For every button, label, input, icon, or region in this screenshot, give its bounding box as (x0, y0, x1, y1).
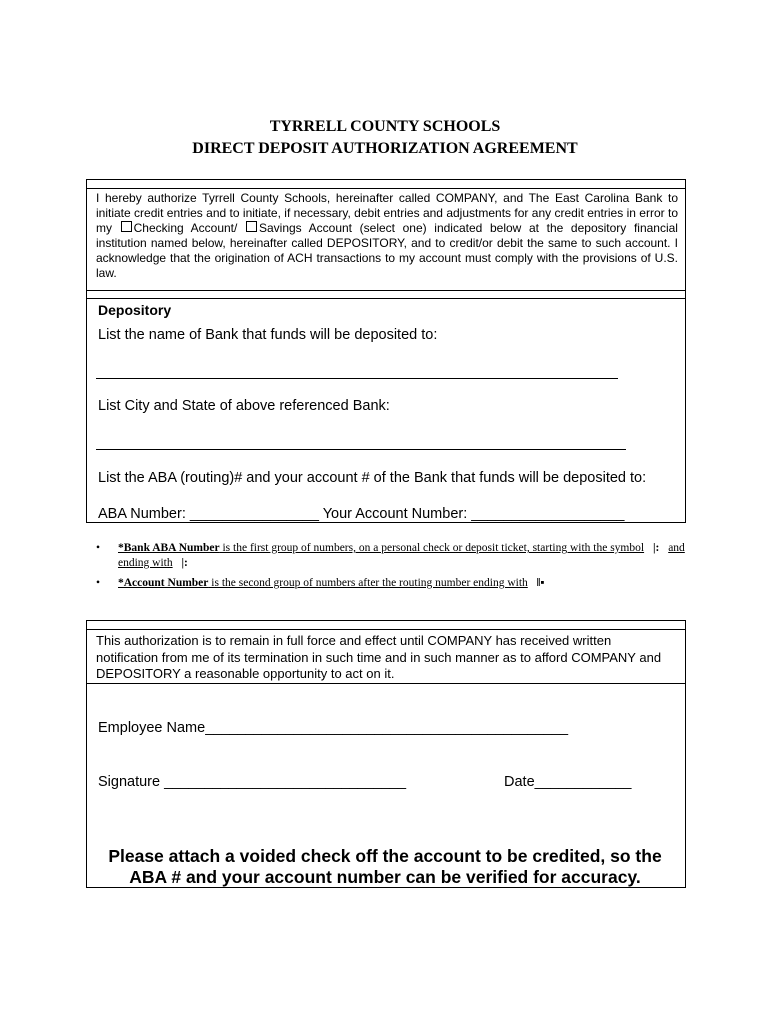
account-number-label: Your Account Number: (322, 506, 468, 522)
signature-row (98, 774, 406, 790)
notes-list (96, 541, 686, 596)
list-item (96, 541, 686, 571)
bullet-icon: • (96, 577, 101, 589)
signature-field[interactable]: ______________________________ (164, 774, 407, 790)
aba-account-prompt: List the ABA (routing)# and your account # of the Bank that funds will be deposited to: (98, 470, 647, 486)
aba-note-and: and ending with (118, 542, 685, 569)
date-label: Date (504, 774, 535, 790)
city-state-prompt: List City and State of above referenced Bank: (98, 398, 390, 414)
terms-text: This authorization is to remain in full force and effect until COMPANY has received written notification from me of its termination in such time and in such manner as to afford COMPANY and DEPOSITORY a reasonable opportunity to act on it. (96, 633, 662, 681)
notice-line-1: Please attach a voided check off the account to be credited, so the (108, 846, 662, 866)
bank-name-line[interactable] (96, 378, 618, 379)
account-end-symbol: ‖▪ (536, 577, 545, 589)
aba-end-symbol: |: (181, 557, 188, 569)
terms-box (86, 629, 686, 684)
list-item (96, 576, 686, 591)
authorization-text (96, 191, 678, 281)
bullet-icon: • (96, 542, 101, 554)
notice-line-2: ABA # and your account number can be verified for accuracy. (129, 867, 641, 887)
voided-check-notice (0, 846, 770, 888)
depository-title: Depository (98, 302, 172, 318)
aba-start-symbol: |: (652, 542, 660, 554)
school-name-heading: TYRRELL COUNTY SCHOOLS (269, 118, 501, 135)
employee-name-field[interactable]: _____________________________________________ (205, 720, 569, 736)
account-note-term: *Account Number (118, 577, 209, 589)
date-field[interactable]: ____________ (534, 774, 632, 790)
authorization-text-part2: Savings Account (select one) indicated below at the depository financial institution named below, hereinafter called DEPOSITORY, and to credit/or debit the same to such account. I acknowledge that the origination of ACH transactions to my account must comply with the provisions of U.S. law. (96, 221, 678, 280)
checking-account-checkbox[interactable] (121, 221, 132, 232)
savings-account-checkbox[interactable] (246, 221, 257, 232)
date-row (504, 774, 631, 790)
authorization-text-part1: I hereby authorize Tyrrell County Schools, hereinafter called COMPANY, and The East Carolina Bank to initiate credit entries and to initiate, if necessary, debit entries and adjustments for any credit entries in error to my (96, 191, 678, 235)
aba-account-row (98, 506, 625, 522)
employee-name-row (98, 720, 568, 736)
aba-number-label: ABA Number: (98, 506, 186, 522)
aba-note-text (118, 542, 644, 554)
account-note-text (118, 577, 528, 589)
employee-name-label: Employee Name (98, 720, 206, 736)
signature-label: Signature (98, 774, 161, 790)
aba-note-desc: is the first group of numbers, on a personal check or deposit ticket, starting with the symbol (219, 542, 645, 554)
bank-name-prompt: List the name of Bank that funds will be deposited to: (98, 327, 438, 343)
aba-number-field[interactable]: ________________ (189, 506, 319, 522)
form-title-heading: DIRECT DEPOSIT AUTHORIZATION AGREEMENT (192, 140, 578, 157)
checking-account-label: Checking Account/ (133, 221, 238, 235)
account-note-desc: is the second group of numbers after the routing number ending with (208, 577, 528, 589)
aba-note-term: *Bank ABA Number (118, 542, 220, 554)
authorization-box (86, 188, 686, 291)
account-number-field[interactable]: ___________________ (471, 506, 625, 522)
depository-box (86, 298, 686, 523)
city-state-line[interactable] (96, 449, 626, 450)
